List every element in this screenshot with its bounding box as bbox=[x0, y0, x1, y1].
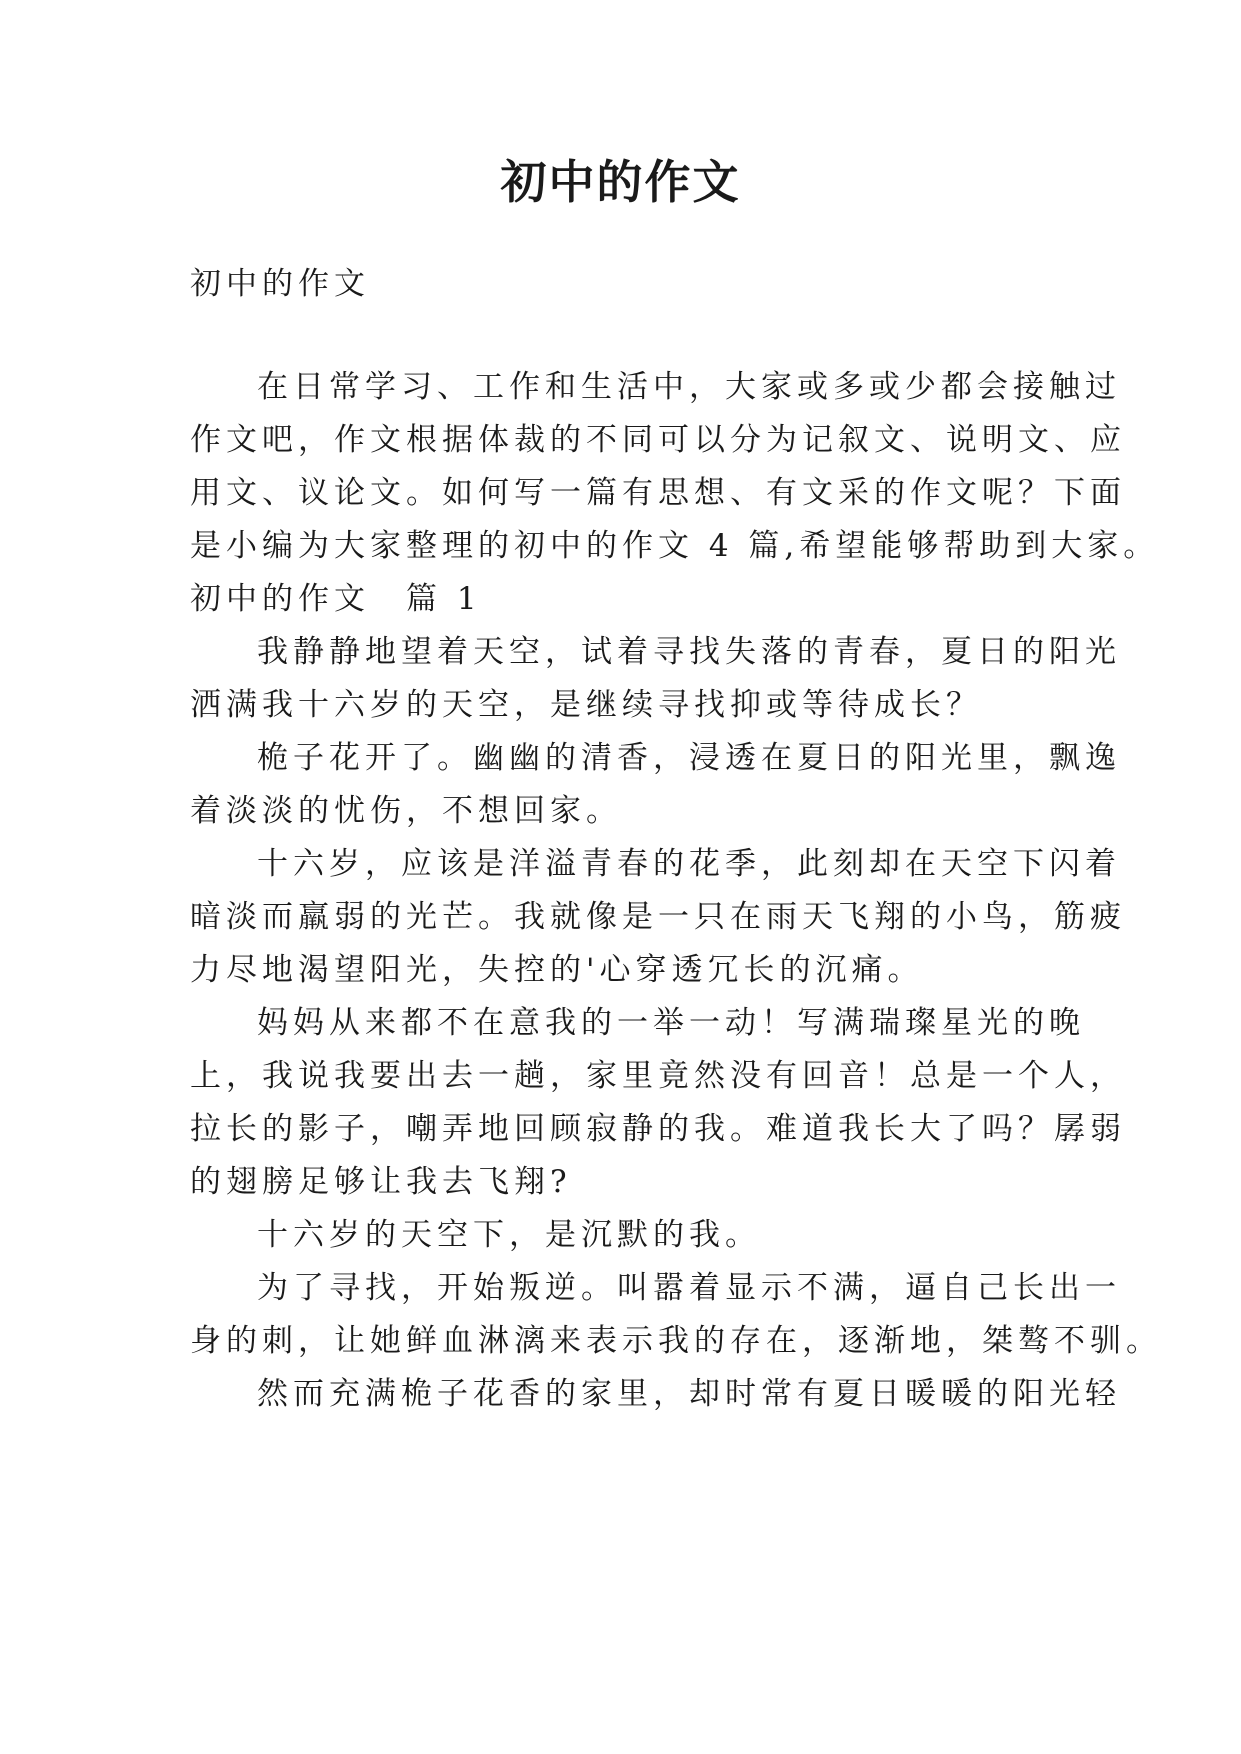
paragraph-line: 上，我说我要出去一趟，家里竟然没有回音！总是一个人， bbox=[190, 1058, 1126, 1094]
document-subtitle: 初中的作文 bbox=[190, 266, 370, 302]
paragraph-line: 洒满我十六岁的天空，是继续寻找抑或等待成长？ bbox=[190, 687, 982, 723]
paragraph-line: 妈妈从来都不在意我的一举一动！写满瑞璨星光的晚 bbox=[257, 1005, 1085, 1041]
paragraph-line: 力尽地渴望阳光，失控的'心穿透冗长的沉痛。 bbox=[190, 952, 924, 988]
paragraph-line: 为了寻找，开始叛逆。叫嚣着显示不满，逼自己长出一 bbox=[257, 1270, 1121, 1306]
paragraph-line: 是小编为大家整理的初中的作文 4 篇,希望能够帮助到大家。 bbox=[190, 528, 1160, 564]
paragraph-line: 作文吧，作文根据体裁的不同可以分为记叙文、说明文、应 bbox=[190, 422, 1126, 458]
paragraph-line: 十六岁的天空下，是沉默的我。 bbox=[257, 1217, 761, 1253]
section-heading: 初中的作文 篇 1 bbox=[190, 581, 482, 617]
paragraph-line: 桅子花开了。幽幽的清香，浸透在夏日的阳光里，飘逸 bbox=[257, 740, 1121, 776]
paragraph-line: 十六岁，应该是洋溢青春的花季，此刻却在天空下闪着 bbox=[257, 846, 1121, 882]
paragraph-line: 用文、议论文。如何写一篇有思想、有文采的作文呢？下面 bbox=[190, 475, 1126, 511]
paragraph-line: 然而充满桅子花香的家里，却时常有夏日暖暖的阳光轻 bbox=[257, 1376, 1121, 1412]
paragraph-line: 的翅膀足够让我去飞翔? bbox=[190, 1164, 572, 1200]
paragraph-line: 我静静地望着天空，试着寻找失落的青春，夏日的阳光 bbox=[257, 634, 1121, 670]
paragraph-line: 在日常学习、工作和生活中，大家或多或少都会接触过 bbox=[257, 369, 1121, 405]
document-title: 初中的作文 bbox=[500, 155, 741, 209]
paragraph-line: 身的刺，让她鲜血淋漓来表示我的存在，逐渐地，桀骜不驯。 bbox=[190, 1323, 1162, 1359]
paragraph-line: 暗淡而羸弱的光芒。我就像是一只在雨天飞翔的小鸟，筋疲 bbox=[190, 899, 1126, 935]
paragraph-line: 着淡淡的忧伤，不想回家。 bbox=[190, 793, 622, 829]
paragraph-line: 拉长的影子，嘲弄地回顾寂静的我。难道我长大了吗？孱弱 bbox=[190, 1111, 1126, 1147]
